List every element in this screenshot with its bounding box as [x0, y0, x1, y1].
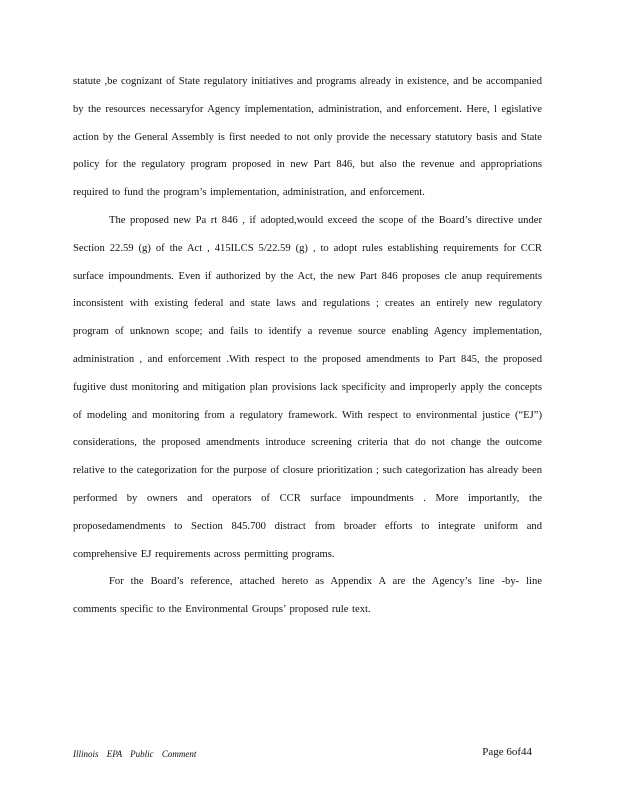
paragraph-appendix-reference: For the Board’s reference, attached hereto as Appendix A are the Agency’s line -by- line comments specific to the Environmental Groups’ proposed rule text.: [73, 576, 542, 616]
footer-source-label: Illinois EPA Public Comment: [73, 749, 197, 759]
page-number: Page 6of44: [482, 746, 532, 758]
document-body: [73, 68, 542, 624]
paragraph-proposed-part-846: The proposed new Pa rt 846 , if adopted,would exceed the scope of the Board’s directive under Section 22.59 (g) of the Act , 415ILCS 5/22.59 (g) , to adopt rules establishing requirements for CCR surface impoundments. Even if authorized by the Act, the new Part 846 proposes cle anup requirements inconsistent with existing federal and state laws and regulations ; creates an entirely new regulatory program of unknown scope; and fails to identify a revenue source enabling Agency implementation, administration , and enforcement .With respect to the proposed amendments to Part 845, the proposed fugitive dust monitoring and mitigation plan provisions lack specificity and improperly apply the concepts of modeling and monitoring from a regulatory framework. With respect to environmental justice (“EJ”) considerations, the proposed amendments introduce screening criteria that do not change the outcome relative to the categorization for the purpose of closure prioritization ; such categorization has already been performed by owners and operators of CCR surface impoundments . More importantly, the proposedamendments to Section 845.700 distract from broader efforts to integrate uniform and comprehensive EJ requirements across permitting programs.: [73, 214, 542, 560]
paragraph-continuation: statute ,be cognizant of State regulatory initiatives and programs already in existence, and be accompanied by the resources necessaryfor Agency implementation, administration, and enforcement. Here, l egislative action by the General Assembly is first needed to not only provide the necessary statutory basis and State policy for the regulatory program proposed in new Part 846, but also the revenue and appropriations required to fund the program’s implementation, administration, and enforcement.: [73, 76, 542, 199]
page-footer: [73, 746, 542, 762]
